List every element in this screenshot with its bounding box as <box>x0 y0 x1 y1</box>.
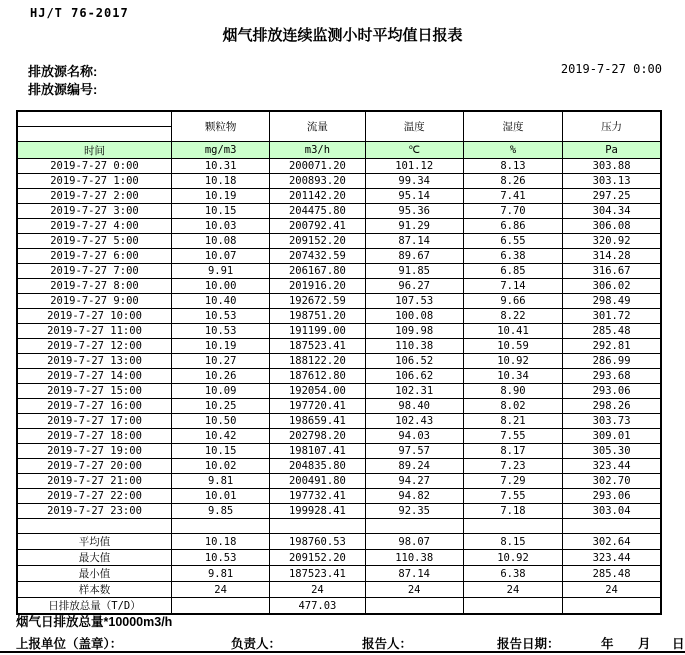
value-cell-0: 10.15 <box>171 444 269 459</box>
value-cell-1: 199928.41 <box>270 504 365 519</box>
table-row <box>17 174 661 189</box>
value-cell-3: 10.34 <box>463 369 562 384</box>
summary-label: 日排放总量（T/D） <box>17 598 171 615</box>
value-cell-2: 95.14 <box>365 189 463 204</box>
reporter-label: 报告人： <box>362 637 413 651</box>
value-cell-0: 10.25 <box>171 399 269 414</box>
summary-value-3: 8.15 <box>463 534 562 550</box>
value-cell-1: 188122.20 <box>270 354 365 369</box>
value-cell-0: 10.19 <box>171 339 269 354</box>
value-cell-1: 209152.20 <box>270 234 365 249</box>
value-cell-2: 89.67 <box>365 249 463 264</box>
value-cell-2: 87.14 <box>365 234 463 249</box>
value-cell-4: 293.06 <box>563 489 661 504</box>
value-cell-0: 10.02 <box>171 459 269 474</box>
summary-value-0: 10.53 <box>171 550 269 566</box>
summary-row <box>17 534 661 550</box>
summary-value-2: 98.07 <box>365 534 463 550</box>
value-cell-4: 314.28 <box>563 249 661 264</box>
summary-value-2: 110.38 <box>365 550 463 566</box>
unit-cell-3: % <box>463 142 562 159</box>
table-row <box>17 369 661 384</box>
time-cell: 2019-7-27 6:00 <box>17 249 171 264</box>
summary-value-0: 9.81 <box>171 566 269 582</box>
value-cell-0: 9.81 <box>171 474 269 489</box>
value-cell-3: 6.38 <box>463 249 562 264</box>
value-cell-4: 303.73 <box>563 414 661 429</box>
table-row <box>17 399 661 414</box>
table-row <box>17 279 661 294</box>
value-cell-3: 8.26 <box>463 174 562 189</box>
value-cell-2: 91.85 <box>365 264 463 279</box>
summary-value-3 <box>463 598 562 615</box>
time-cell: 2019-7-27 23:00 <box>17 504 171 519</box>
column-header-4: 压力 <box>563 111 661 142</box>
summary-value-4: 285.48 <box>563 566 661 582</box>
time-cell: 2019-7-27 13:00 <box>17 354 171 369</box>
value-cell-0: 10.18 <box>171 174 269 189</box>
value-cell-1: 198107.41 <box>270 444 365 459</box>
table-row <box>17 489 661 504</box>
table-row <box>17 504 661 519</box>
time-cell: 2019-7-27 7:00 <box>17 264 171 279</box>
value-cell-4: 305.30 <box>563 444 661 459</box>
value-cell-1: 202798.20 <box>270 429 365 444</box>
time-header-cell: 时间 <box>17 142 171 159</box>
value-cell-0: 10.31 <box>171 159 269 174</box>
value-cell-1: 197732.41 <box>270 489 365 504</box>
value-cell-0: 10.15 <box>171 204 269 219</box>
time-cell: 2019-7-27 4:00 <box>17 219 171 234</box>
value-cell-1: 187523.41 <box>270 339 365 354</box>
value-cell-0: 10.53 <box>171 324 269 339</box>
value-cell-4: 293.06 <box>563 384 661 399</box>
summary-label: 最小值 <box>17 566 171 582</box>
summary-label: 平均值 <box>17 534 171 550</box>
source-id-label: 排放源编号: <box>28 82 98 97</box>
value-cell-3: 8.13 <box>463 159 562 174</box>
value-cell-1: 197720.41 <box>270 399 365 414</box>
summary-value-1: 24 <box>270 582 365 598</box>
value-cell-3: 7.29 <box>463 474 562 489</box>
value-cell-4: 293.68 <box>563 369 661 384</box>
units-row <box>17 142 661 159</box>
summary-row <box>17 550 661 566</box>
value-cell-0: 10.53 <box>171 309 269 324</box>
summary-value-3: 10.92 <box>463 550 562 566</box>
summary-value-1: 477.03 <box>270 598 365 615</box>
unit-cell-4: Pa <box>563 142 661 159</box>
time-cell: 2019-7-27 20:00 <box>17 459 171 474</box>
time-cell: 2019-7-27 0:00 <box>17 159 171 174</box>
value-cell-3: 7.18 <box>463 504 562 519</box>
value-cell-0: 10.26 <box>171 369 269 384</box>
time-cell: 2019-7-27 14:00 <box>17 369 171 384</box>
value-cell-1: 198659.41 <box>270 414 365 429</box>
day-label: 日 <box>672 637 685 651</box>
value-cell-1: 204475.80 <box>270 204 365 219</box>
summary-value-2: 24 <box>365 582 463 598</box>
separator-cell <box>171 519 269 534</box>
value-cell-2: 102.43 <box>365 414 463 429</box>
table-row <box>17 429 661 444</box>
value-cell-3: 10.59 <box>463 339 562 354</box>
value-cell-1: 198751.20 <box>270 309 365 324</box>
value-cell-3: 8.90 <box>463 384 562 399</box>
value-cell-4: 304.34 <box>563 204 661 219</box>
separator-cell <box>270 519 365 534</box>
value-cell-2: 106.52 <box>365 354 463 369</box>
table-row <box>17 189 661 204</box>
table-row <box>17 294 661 309</box>
value-cell-1: 207432.59 <box>270 249 365 264</box>
value-cell-1: 192672.59 <box>270 294 365 309</box>
summary-value-0: 10.18 <box>171 534 269 550</box>
value-cell-2: 94.27 <box>365 474 463 489</box>
table-row <box>17 204 661 219</box>
separator-cell <box>17 519 171 534</box>
value-cell-4: 316.67 <box>563 264 661 279</box>
value-cell-2: 101.12 <box>365 159 463 174</box>
table-row <box>17 384 661 399</box>
table-row <box>17 249 661 264</box>
summary-value-1: 187523.41 <box>270 566 365 582</box>
value-cell-2: 109.98 <box>365 324 463 339</box>
unit-cell-2: ℃ <box>365 142 463 159</box>
value-cell-3: 6.55 <box>463 234 562 249</box>
total-emission-note: 烟气日排放总量*10000m3/h <box>16 615 173 629</box>
summary-value-0 <box>171 598 269 615</box>
time-cell: 2019-7-27 16:00 <box>17 399 171 414</box>
separator-cell <box>463 519 562 534</box>
value-cell-0: 10.50 <box>171 414 269 429</box>
value-cell-3: 8.02 <box>463 399 562 414</box>
value-cell-3: 7.55 <box>463 429 562 444</box>
separator-cell <box>365 519 463 534</box>
table-row <box>17 339 661 354</box>
time-cell: 2019-7-27 2:00 <box>17 189 171 204</box>
table-row <box>17 309 661 324</box>
value-cell-4: 306.02 <box>563 279 661 294</box>
value-cell-4: 298.49 <box>563 294 661 309</box>
summary-label: 最大值 <box>17 550 171 566</box>
unit-cell-0: mg/m3 <box>171 142 269 159</box>
time-cell: 2019-7-27 21:00 <box>17 474 171 489</box>
value-cell-0: 10.00 <box>171 279 269 294</box>
report-title: 烟气排放连续监测小时平均值日报表 <box>222 27 463 44</box>
value-cell-2: 94.82 <box>365 489 463 504</box>
time-cell: 2019-7-27 19:00 <box>17 444 171 459</box>
unit-cell-1: m3/h <box>270 142 365 159</box>
value-cell-1: 200893.20 <box>270 174 365 189</box>
table-row <box>17 474 661 489</box>
month-label: 月 <box>638 637 651 651</box>
value-cell-3: 10.92 <box>463 354 562 369</box>
value-cell-4: 297.25 <box>563 189 661 204</box>
value-cell-2: 92.35 <box>365 504 463 519</box>
time-cell: 2019-7-27 22:00 <box>17 489 171 504</box>
value-cell-2: 100.08 <box>365 309 463 324</box>
value-cell-0: 10.40 <box>171 294 269 309</box>
summary-row <box>17 566 661 582</box>
value-cell-1: 201916.20 <box>270 279 365 294</box>
value-cell-2: 95.36 <box>365 204 463 219</box>
table-row <box>17 219 661 234</box>
time-cell: 2019-7-27 9:00 <box>17 294 171 309</box>
report-unit-label: 上报单位（盖章）： <box>16 637 123 651</box>
summary-label: 样本数 <box>17 582 171 598</box>
table-row <box>17 444 661 459</box>
value-cell-1: 201142.20 <box>270 189 365 204</box>
summary-value-4 <box>563 598 661 615</box>
value-cell-4: 298.26 <box>563 399 661 414</box>
value-cell-3: 9.66 <box>463 294 562 309</box>
value-cell-3: 7.70 <box>463 204 562 219</box>
table-row <box>17 234 661 249</box>
year-label: 年 <box>601 637 614 651</box>
value-cell-2: 110.38 <box>365 339 463 354</box>
column-header-2: 温度 <box>365 111 463 142</box>
time-header-top-cell <box>17 111 171 127</box>
value-cell-1: 191199.00 <box>270 324 365 339</box>
value-cell-0: 10.09 <box>171 384 269 399</box>
standard-code: HJ/T 76-2017 <box>30 6 129 20</box>
summary-value-2: 87.14 <box>365 566 463 582</box>
separator-cell <box>563 519 661 534</box>
table-row <box>17 324 661 339</box>
value-cell-4: 302.70 <box>563 474 661 489</box>
value-cell-4: 323.44 <box>563 459 661 474</box>
value-cell-4: 303.88 <box>563 159 661 174</box>
column-header-3: 湿度 <box>463 111 562 142</box>
value-cell-3: 10.41 <box>463 324 562 339</box>
header-row-1 <box>17 111 661 127</box>
value-cell-0: 10.19 <box>171 189 269 204</box>
summary-row <box>17 582 661 598</box>
value-cell-4: 292.81 <box>563 339 661 354</box>
monitoring-table <box>16 110 662 615</box>
value-cell-0: 10.42 <box>171 429 269 444</box>
value-cell-2: 94.03 <box>365 429 463 444</box>
value-cell-3: 8.21 <box>463 414 562 429</box>
value-cell-4: 320.92 <box>563 234 661 249</box>
value-cell-0: 9.91 <box>171 264 269 279</box>
table-row <box>17 264 661 279</box>
monitoring-table-body <box>17 111 661 614</box>
value-cell-0: 10.08 <box>171 234 269 249</box>
summary-value-4: 323.44 <box>563 550 661 566</box>
time-cell: 2019-7-27 11:00 <box>17 324 171 339</box>
time-cell: 2019-7-27 10:00 <box>17 309 171 324</box>
source-name-label: 排放源名称: <box>28 64 98 79</box>
value-cell-2: 102.31 <box>365 384 463 399</box>
time-cell: 2019-7-27 18:00 <box>17 429 171 444</box>
value-cell-0: 10.27 <box>171 354 269 369</box>
summary-value-4: 24 <box>563 582 661 598</box>
time-cell: 2019-7-27 1:00 <box>17 174 171 189</box>
time-cell: 2019-7-27 17:00 <box>17 414 171 429</box>
time-cell: 2019-7-27 3:00 <box>17 204 171 219</box>
value-cell-2: 107.53 <box>365 294 463 309</box>
value-cell-2: 96.27 <box>365 279 463 294</box>
report-datetime: 2019-7-27 0:00 <box>560 62 662 76</box>
time-header-bottom-cell <box>17 127 171 142</box>
time-cell: 2019-7-27 8:00 <box>17 279 171 294</box>
value-cell-2: 99.34 <box>365 174 463 189</box>
value-cell-2: 98.40 <box>365 399 463 414</box>
value-cell-3: 7.14 <box>463 279 562 294</box>
column-header-1: 流量 <box>270 111 365 142</box>
value-cell-1: 204835.80 <box>270 459 365 474</box>
summary-value-4: 302.64 <box>563 534 661 550</box>
value-cell-4: 303.13 <box>563 174 661 189</box>
value-cell-0: 10.03 <box>171 219 269 234</box>
bottom-rule <box>0 651 685 653</box>
separator-row <box>17 519 661 534</box>
value-cell-1: 200792.41 <box>270 219 365 234</box>
time-cell: 2019-7-27 5:00 <box>17 234 171 249</box>
value-cell-0: 9.85 <box>171 504 269 519</box>
summary-value-1: 198760.53 <box>270 534 365 550</box>
value-cell-2: 89.24 <box>365 459 463 474</box>
table-row <box>17 459 661 474</box>
value-cell-1: 187612.80 <box>270 369 365 384</box>
table-row <box>17 414 661 429</box>
value-cell-0: 10.01 <box>171 489 269 504</box>
value-cell-4: 306.08 <box>563 219 661 234</box>
summary-value-3: 24 <box>463 582 562 598</box>
column-header-0: 颗粒物 <box>171 111 269 142</box>
responsible-label: 负责人： <box>231 637 282 651</box>
value-cell-3: 8.22 <box>463 309 562 324</box>
summary-value-2 <box>365 598 463 615</box>
value-cell-2: 91.29 <box>365 219 463 234</box>
summary-value-3: 6.38 <box>463 566 562 582</box>
value-cell-3: 6.85 <box>463 264 562 279</box>
value-cell-3: 8.17 <box>463 444 562 459</box>
value-cell-3: 7.41 <box>463 189 562 204</box>
table-row <box>17 354 661 369</box>
value-cell-0: 10.07 <box>171 249 269 264</box>
value-cell-2: 97.57 <box>365 444 463 459</box>
value-cell-4: 309.01 <box>563 429 661 444</box>
time-cell: 2019-7-27 15:00 <box>17 384 171 399</box>
time-cell: 2019-7-27 12:00 <box>17 339 171 354</box>
value-cell-2: 106.62 <box>365 369 463 384</box>
value-cell-3: 6.86 <box>463 219 562 234</box>
table-row <box>17 159 661 174</box>
value-cell-4: 301.72 <box>563 309 661 324</box>
signature-row <box>0 634 685 650</box>
report-date-label: 报告日期： <box>497 637 560 651</box>
value-cell-1: 192054.00 <box>270 384 365 399</box>
value-cell-1: 200491.80 <box>270 474 365 489</box>
value-cell-3: 7.23 <box>463 459 562 474</box>
value-cell-4: 303.04 <box>563 504 661 519</box>
summary-value-1: 209152.20 <box>270 550 365 566</box>
summary-value-0: 24 <box>171 582 269 598</box>
value-cell-4: 285.48 <box>563 324 661 339</box>
value-cell-4: 286.99 <box>563 354 661 369</box>
value-cell-1: 206167.80 <box>270 264 365 279</box>
value-cell-3: 7.55 <box>463 489 562 504</box>
value-cell-1: 200071.20 <box>270 159 365 174</box>
